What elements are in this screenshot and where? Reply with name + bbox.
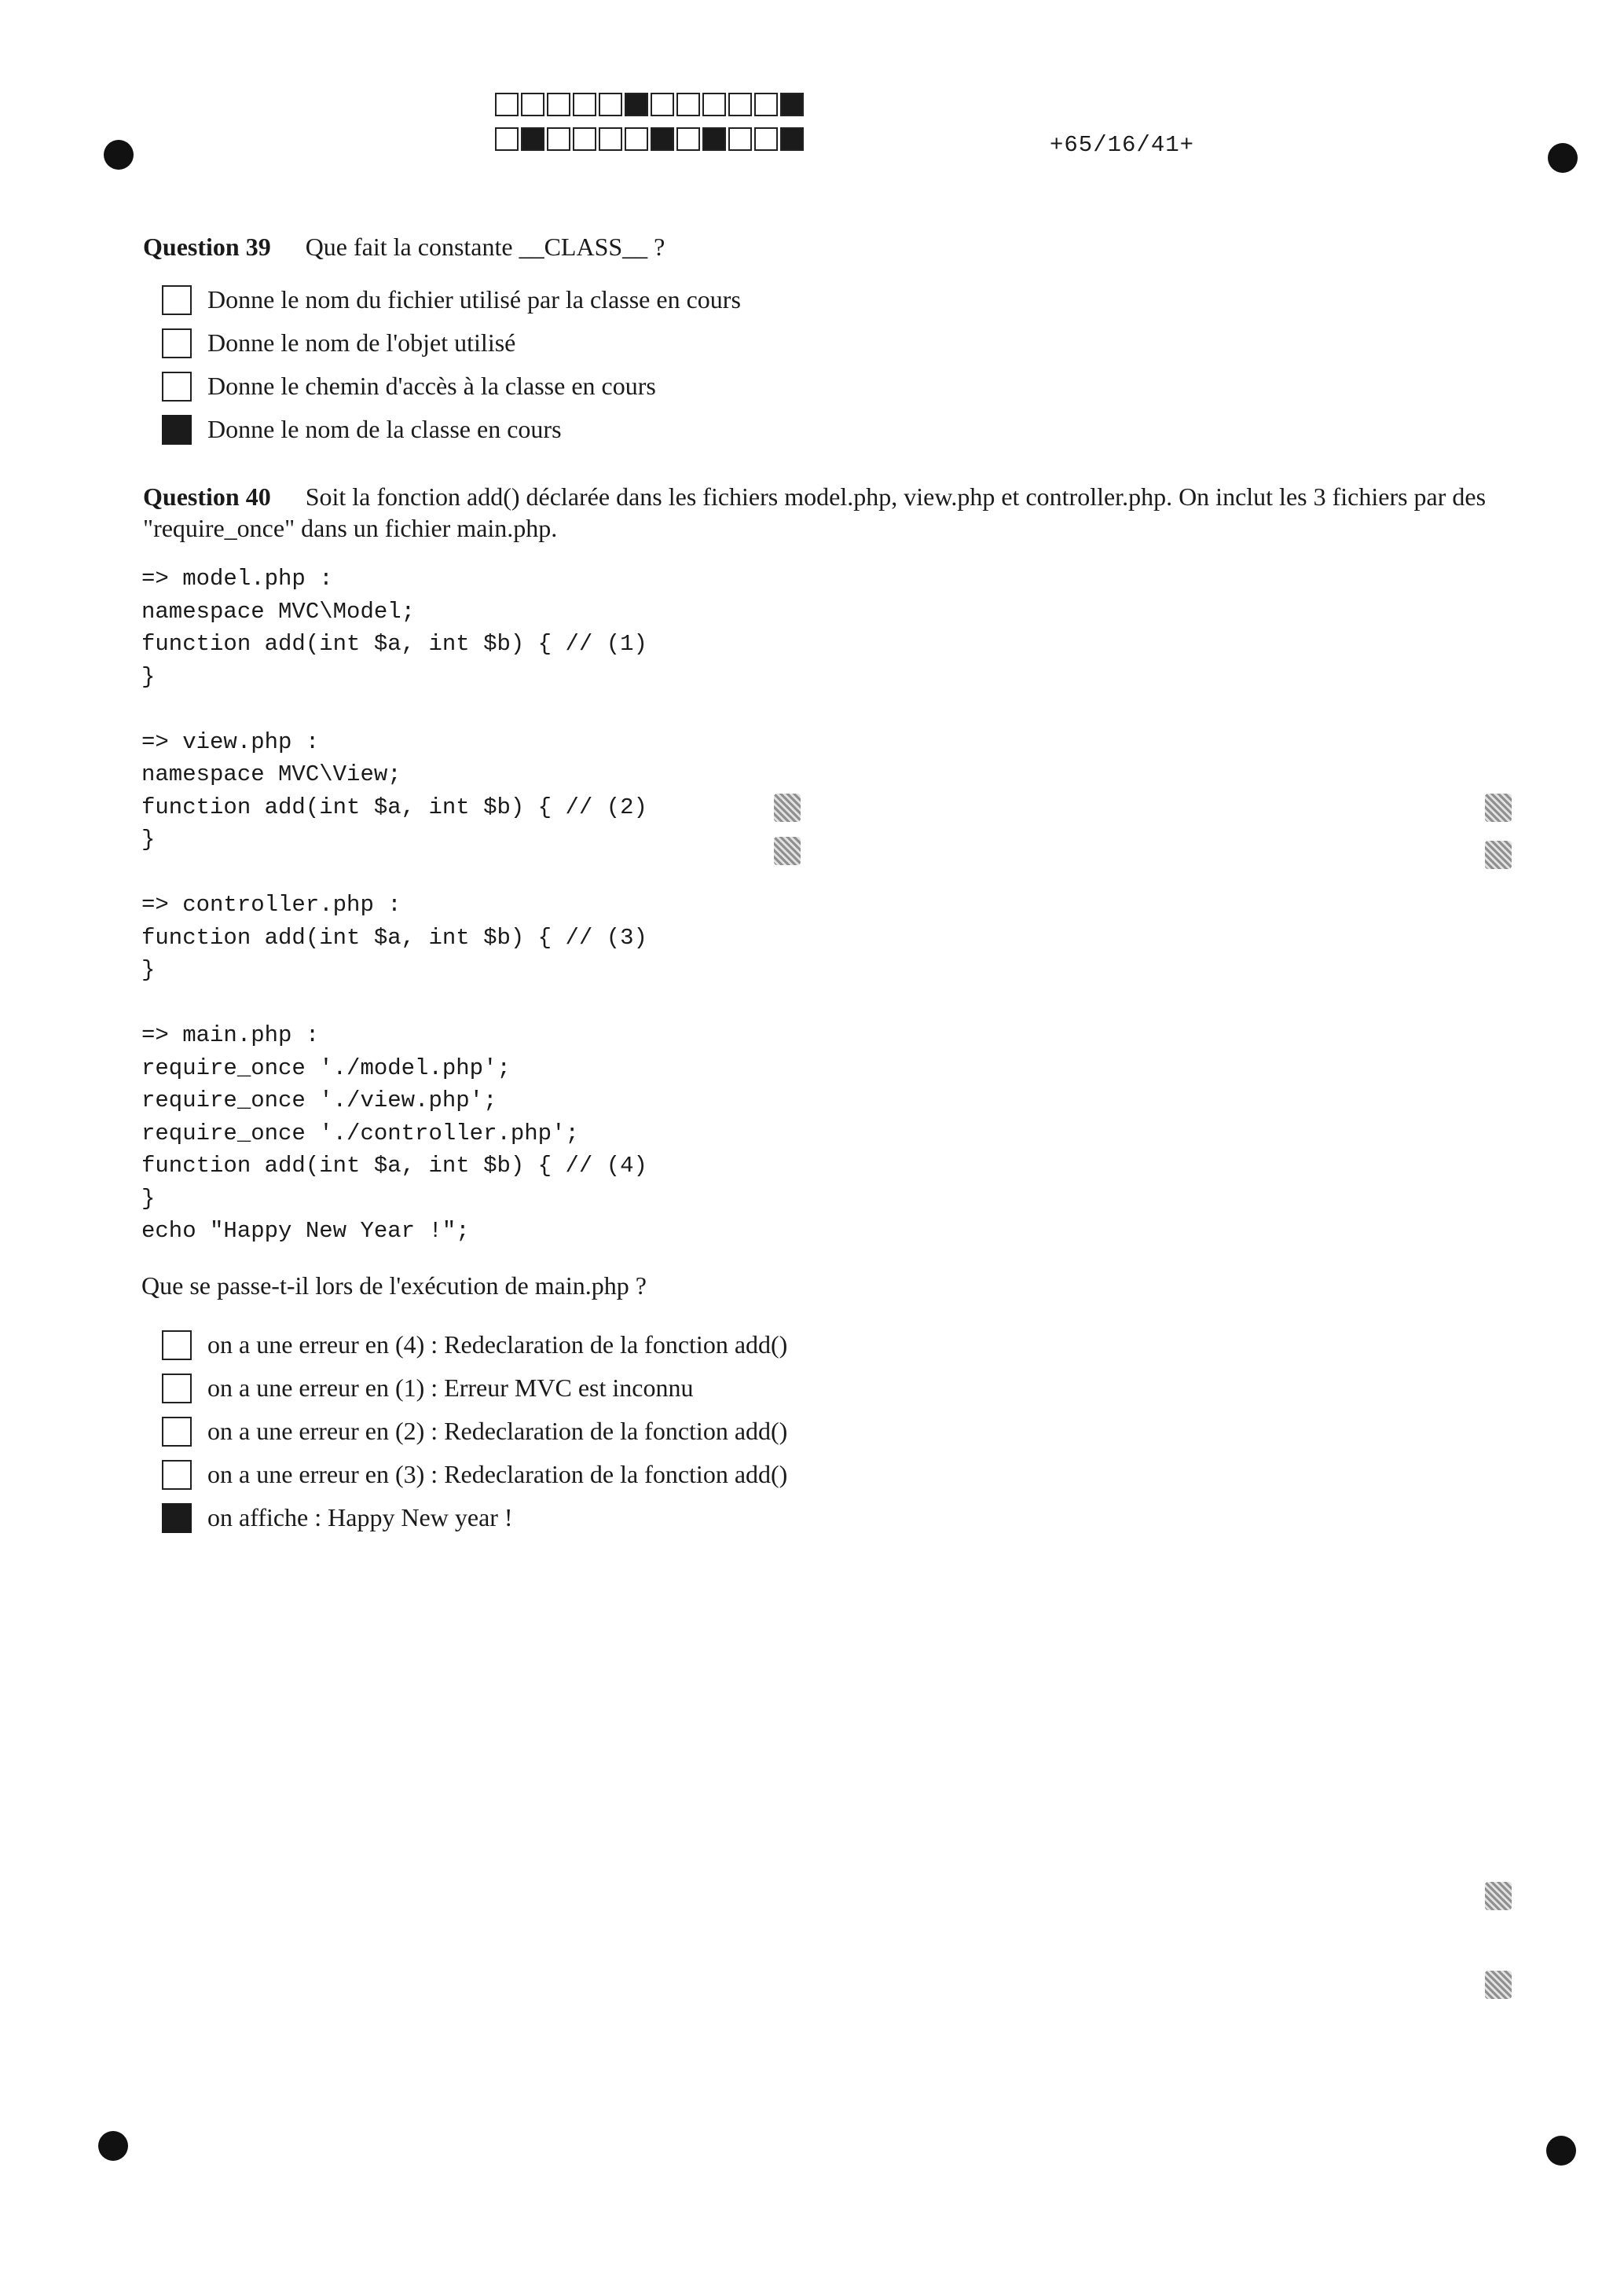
scan-mark	[1485, 841, 1512, 869]
scan-mark	[1485, 794, 1512, 822]
barcode-cell	[547, 93, 570, 116]
q40-answers	[162, 1323, 787, 1539]
barcode-cell	[676, 127, 700, 151]
registration-mark-top-right	[1548, 143, 1578, 173]
checkbox-checked[interactable]	[162, 415, 192, 445]
answer-label: on affiche : Happy New year !	[207, 1503, 513, 1531]
barcode-cell	[599, 93, 622, 116]
answer-label: on a une erreur en (3) : Redeclaration de la fonction add()	[207, 1460, 788, 1488]
answer-label: Donne le chemin d'accès à la classe en cours	[207, 372, 656, 400]
barcode-cell	[780, 93, 804, 116]
scan-mark	[1485, 1971, 1512, 1999]
question-text: Que fait la constante __CLASS__ ?	[305, 233, 665, 261]
barcode-cell	[547, 127, 570, 151]
barcode-cell	[495, 93, 519, 116]
q39-answers	[162, 278, 741, 451]
checkbox[interactable]	[162, 1417, 192, 1447]
barcode-cell	[625, 93, 648, 116]
registration-mark-bottom-right	[1546, 2136, 1576, 2166]
question-label: Question 40	[143, 482, 271, 511]
checkbox-checked[interactable]	[162, 1503, 192, 1533]
page-id: +65/16/41+	[1050, 132, 1195, 158]
barcode-cell	[702, 127, 726, 151]
checkbox[interactable]	[162, 1330, 192, 1360]
barcode-cell	[728, 127, 752, 151]
registration-mark-bottom-left	[98, 2131, 128, 2161]
answer-label: on a une erreur en (2) : Redeclaration de la fonction add()	[207, 1417, 788, 1445]
answer-option[interactable]	[162, 1366, 787, 1410]
barcode-cell	[651, 127, 674, 151]
barcode-cell	[573, 93, 596, 116]
checkbox[interactable]	[162, 285, 192, 315]
question-39	[143, 231, 1542, 262]
answer-option[interactable]	[162, 1496, 787, 1539]
answer-option[interactable]	[162, 1453, 787, 1496]
answer-option[interactable]	[162, 408, 741, 451]
checkbox[interactable]	[162, 1374, 192, 1403]
barcode-cell	[521, 127, 544, 151]
answer-option[interactable]	[162, 1323, 787, 1366]
checkbox[interactable]	[162, 328, 192, 358]
barcode-cell	[728, 93, 752, 116]
answer-label: Donne le nom du fichier utilisé par la classe en cours	[207, 285, 741, 314]
barcode-cell	[599, 127, 622, 151]
question-text: Soit la fonction add() déclarée dans les fichiers model.php, view.php et controller.php. On inclut les 3 fichiers par des "require_once" dans un fichier main.php.	[143, 482, 1487, 542]
checkbox[interactable]	[162, 1460, 192, 1490]
answer-label: on a une erreur en (4) : Redeclaration de la fonction add()	[207, 1330, 788, 1359]
barcode-cell	[573, 127, 596, 151]
answer-label: Donne le nom de la classe en cours	[207, 415, 562, 443]
scan-mark	[774, 794, 801, 822]
barcode-cell	[754, 127, 778, 151]
barcode-top	[495, 93, 806, 116]
barcode-cell	[754, 93, 778, 116]
registration-mark-top-left	[104, 140, 134, 170]
barcode-cell	[702, 93, 726, 116]
answer-option[interactable]	[162, 365, 741, 408]
question-prompt: Que se passe-t-il lors de l'exécution de main.php ?	[141, 1271, 647, 1300]
answer-option[interactable]	[162, 278, 741, 321]
scan-mark	[1485, 1882, 1512, 1910]
answer-label: Donne le nom de l'objet utilisé	[207, 328, 516, 357]
question-label: Question 39	[143, 233, 271, 261]
barcode-cell	[625, 127, 648, 151]
scan-mark	[774, 837, 801, 865]
answer-option[interactable]	[162, 321, 741, 365]
answer-label: on a une erreur en (1) : Erreur MVC est inconnu	[207, 1374, 694, 1402]
barcode-cell	[521, 93, 544, 116]
code-listing: => model.php : namespace MVC\Model; function add(int $a, int $b) { // (1) } => view.php : namespace MVC\View; function add(int $a, int $b) { // (2) } => controller.php : function add(int $a, int $b) { // (3) } => main.php : require_once './model.php'; require_once './view.php'; require_once './controller.php'; function add(int $a, int $b) { // (4) } echo "Happy New Year !";	[141, 566, 647, 1244]
barcode-cell	[495, 127, 519, 151]
barcode-cell	[780, 127, 804, 151]
answer-option[interactable]	[162, 1410, 787, 1453]
barcode-bottom	[495, 127, 806, 151]
checkbox[interactable]	[162, 372, 192, 402]
question-40	[143, 481, 1542, 544]
barcode-cell	[651, 93, 674, 116]
barcode-cell	[676, 93, 700, 116]
